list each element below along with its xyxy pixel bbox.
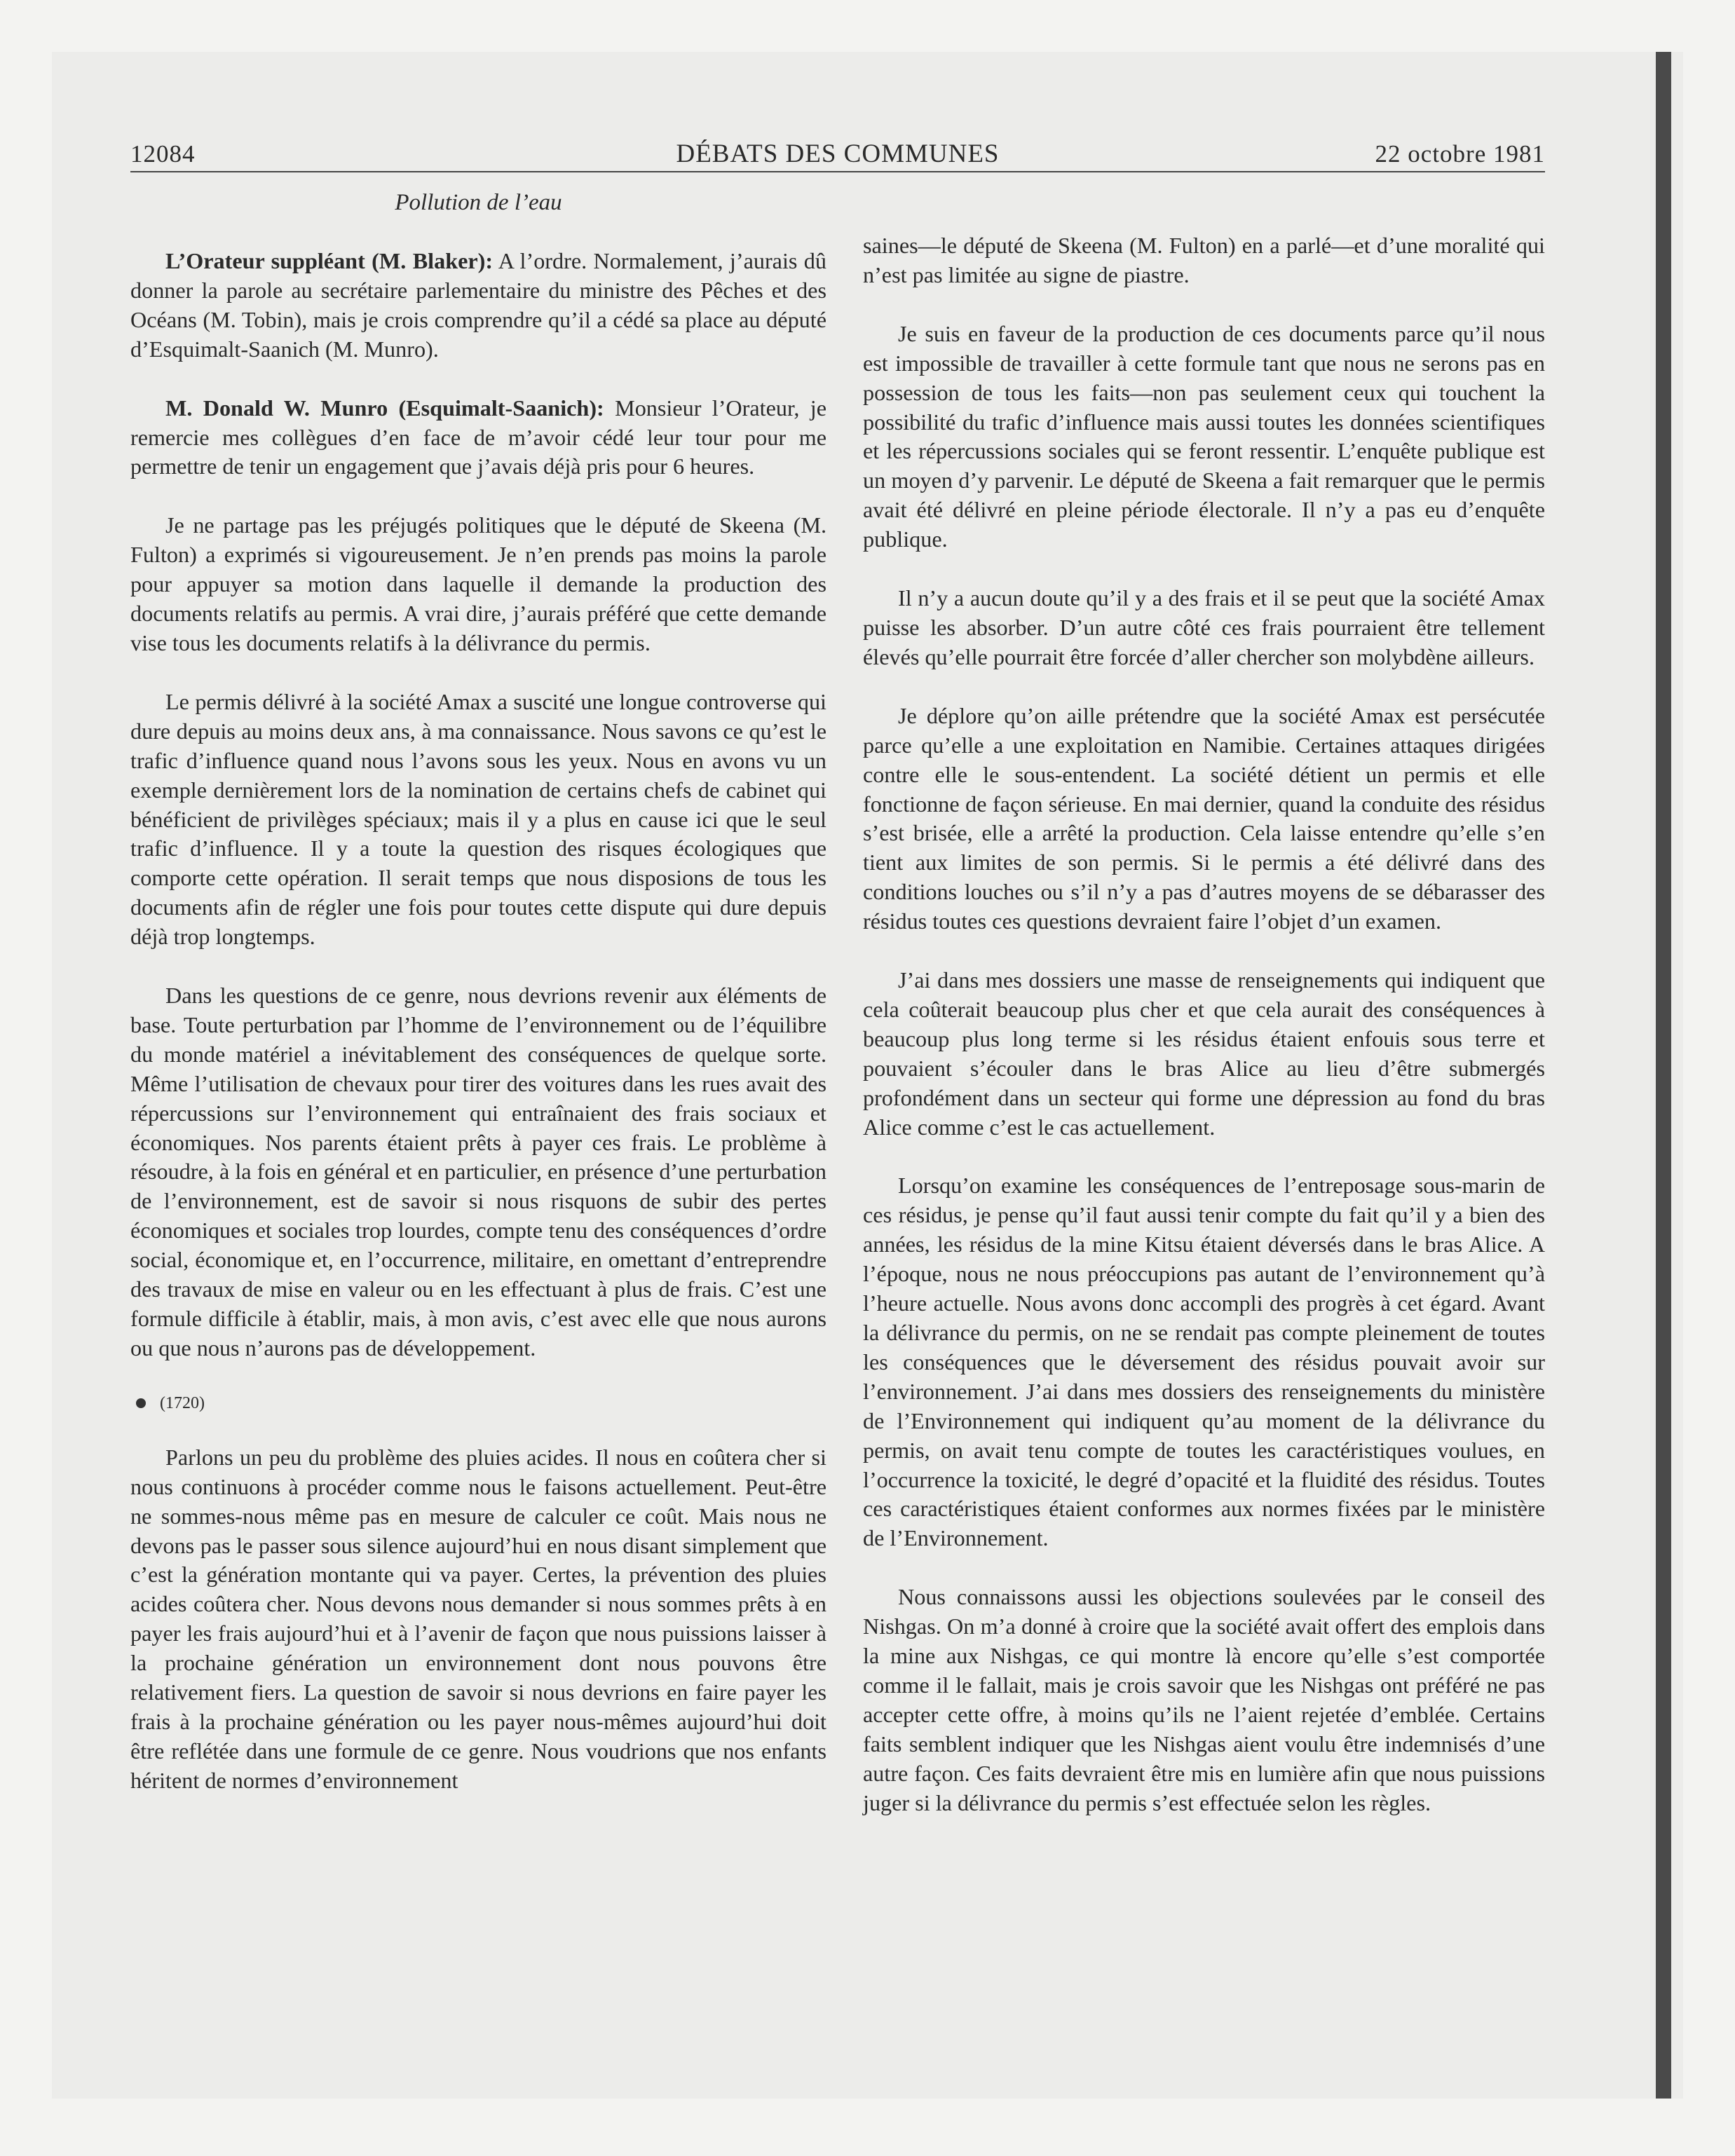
section-title: Pollution de l’eau	[395, 190, 562, 215]
paragraph: Je suis en faveur de la production de ces documents parce qu’il nous est impossible de travailler à cette formule tant que nous ne serons pas en possession de tous les faits—non pas seulement ceux qui touchent la possibilité du trafic d’influence mais aussi toutes les données scientifiques et les répercussions sociales qui se feront ressentir. L’enquête publique est un moyen d’y parvenir. Le député de Skeena a fait remarquer que le permis avait été délivré en pleine période électorale. Il n’y a pas eu d’enquête publique.	[863, 320, 1545, 552]
speech-text: Monsieur l’Orateur, je remercie mes collègues d’en face de m’avoir cédé leur tour pour me permettre de tenir un engagement que j’avais déjà pris pour 6 heures.	[130, 395, 826, 479]
paragraph: Parlons un peu du problème des pluies acides. Il nous en coûtera cher si nous continuons à procéder comme nous le faisons actuellement. Peut-être ne sommes-nous même pas en mesure de calculer ce coût. Mais nous ne devons pas le passer sous silence aujourd’hui en nous disant simplement que c’est la génération montante qui va payer. Certes, la prévention des pluies acides coûtera cher. Nous devons nous demander si nous sommes prêts à en payer les frais aujourd’hui et à l’avenir de façon que nous puissions laisser à la prochaine génération un environnement dont nous pouvons être relativement fiers. La question de savoir si nous devrions en faire payer les frais à la prochaine génération ou les payer nous-mêmes aujourd’hui doit être reflétée dans une formule de ce genre. Nous voudrions que nos enfants héritent de normes d’environnement	[130, 1444, 826, 1793]
timestamp-marker	[130, 1393, 826, 1414]
paragraph	[130, 394, 826, 482]
page-date: 22 octobre 1981	[1375, 140, 1545, 168]
speaker-name: L’Orateur suppléant (M. Blaker):	[165, 248, 494, 273]
page-header	[130, 137, 1545, 171]
paragraph	[130, 247, 826, 364]
page-number: 12084	[130, 140, 196, 168]
speech-text: A l’ordre. Normalement, j’aurais dû donner la parole au secrétaire parlementaire du ministre des Pêches et des Océans (M. Tobin), mais je crois comprendre qu’il a cédé sa place au député d’Esquimalt-Saanich (M. Munro).	[130, 248, 826, 362]
scan-edge-bar	[1656, 52, 1671, 2099]
right-column	[863, 231, 1545, 1848]
timestamp: (1720)	[160, 1393, 205, 1412]
header-rule	[130, 171, 1545, 172]
publication-title: DÉBATS DES COMMUNES	[676, 139, 1000, 168]
paragraph: J’ai dans mes dossiers une masse de renseignements qui indiquent que cela coûterait beaucoup plus cher et que cela aurait des conséquences à beaucoup plus long terme si les résidus étaient enfouis sous terre et pouvaient s’écouler dans le bras Alice au lieu d’être submergés profondément dans un secteur qui forme une dépression au fond du bras Alice comme c’est le cas actuellement.	[863, 967, 1545, 1140]
paragraph: Dans les questions de ce genre, nous devrions revenir aux éléments de base. Toute perturbation par l’homme de l’environnement ou de l’équilibre du monde matériel a inévitablement des conséquences de quelque sorte. Même l’utilisation de chevaux pour tirer des voitures dans les rues avait des répercussions sur l’environnement qui entraînaient des frais sociaux et économiques. Nos parents étaient prêts à payer ces frais. Le problème à résoudre, à la fois en général et en particulier, en présence d’une perturbation de l’environnement, est de savoir si nous risquons de subir des pertes économiques et sociales trop lourdes, compte tenu des conséquences d’ordre social, économique et, en l’occurrence, militaire, en omettant d’entreprendre des travaux de mise en valeur ou en les effectuant à plus de frais. C’est une formule difficile à établir, mais, à mon avis, c’est avec elle que nous aurons ou que nous n’aurons pas de développement.	[130, 983, 826, 1360]
paragraph: Nous connaissons aussi les objections soulevées par le conseil des Nishgas. On m’a donné à croire que la société avait offert des emplois dans la mine aux Nishgas, ce qui montre là encore qu’elle s’est comportée comme il le fallait, mais je crois savoir que les Nishgas ont préféré ne pas accepter cette offre, à moins qu’ils ne l’aient rejetée d’emblée. Certains faits semblent indiquer que les Nishgas aient voulu être indemnisés d’une autre façon. Ces faits devraient être mis en lumière afin que nous puissions juger si la délivrance du permis s’est effectuée selon les règles.	[863, 1584, 1545, 1815]
paragraph: Je ne partage pas les préjugés politiques que le député de Skeena (M. Fulton) a exprimés si vigoureusement. Je n’en prends pas moins la parole pour appuyer sa motion dans laquelle il demande la production des documents relatifs au permis. A vrai dire, j’aurais préféré que cette demande vise tous les documents relatifs à la délivrance du permis.	[130, 512, 826, 655]
speaker-name: M. Donald W. Munro (Esquimalt-Saanich):	[165, 395, 604, 421]
paragraph: Lorsqu’on examine les conséquences de l’entreposage sous-marin de ces résidus, je pense qu’il faut aussi tenir compte du fait qu’il y a bien des années, les résidus de la mine Kitsu étaient déversés dans le bras Alice. A l’époque, nous ne nous préoccupions pas autant de l’environnement qu’à l’heure actuelle. Nous avons donc accompli des progrès à cet égard. Avant la délivrance du permis, on ne se rendait pas compte pleinement de toutes les conséquences que le déversement des résidus pouvait avoir sur l’environnement. J’ai dans mes dossiers des renseignements du ministère de l’Environnement qui indiquent qu’au moment de la délivrance du permis, on avait tenu compte de toutes les caractéristiques voulues, en l’occurrence la toxicité, le degré d’opacité et la fluidité des résidus. Toutes ces caractéristiques étaient conformes aux normes fixées par le ministère de l’Environnement.	[863, 1173, 1545, 1551]
paragraph: Le permis délivré à la société Amax a suscité une longue controverse qui dure depuis au moins deux ans, à ma connaissance. Nous savons ce qu’est le trafic d’influence quand nous l’avons sous les yeux. Nous en avons vu un exemple dernièrement lors de la nomination de certains chefs de cabinet qui bénéficient de privilèges spéciaux; mais il y a plus en cause ici que le seul trafic d’influence. Il y a toute la question des risques écologiques que comporte cette opération. Il serait temps que nous disposions de tous les documents afin de régler une fois pour toutes cette dispute qui dure depuis déjà trop longtemps.	[130, 688, 826, 950]
paragraph: Il n’y a aucun doute qu’il y a des frais et il se peut que la société Amax puisse les absorber. D’un autre côté ces frais pourraient être tellement élevés qu’elle pourrait être forcée d’aller chercher son molybdène ailleurs.	[863, 585, 1545, 669]
left-column	[130, 188, 826, 1825]
paragraph: saines—le député de Skeena (M. Fulton) en a parlé—et d’une moralité qui n’est pas limitée au signe de piastre.	[863, 233, 1545, 287]
paragraph: Je déplore qu’on aille prétendre que la société Amax est persécutée parce qu’elle a une exploitation en Namibie. Certaines attaques dirigées contre elle le sous-entendent. La société détient un permis et elle fonctionne de façon sérieuse. En mai dernier, quand la conduite des résidus s’est brisée, elle a arrêté la production. Cela laisse entendre qu’elle s’en tient aux limites de son permis. Si le permis a été délivré dans des conditions louches ou s’il n’y a pas d’autres moyens de se débarasser des résidus toutes ces questions devraient faire l’objet d’un examen.	[863, 702, 1545, 934]
bullet-icon	[136, 1398, 146, 1408]
